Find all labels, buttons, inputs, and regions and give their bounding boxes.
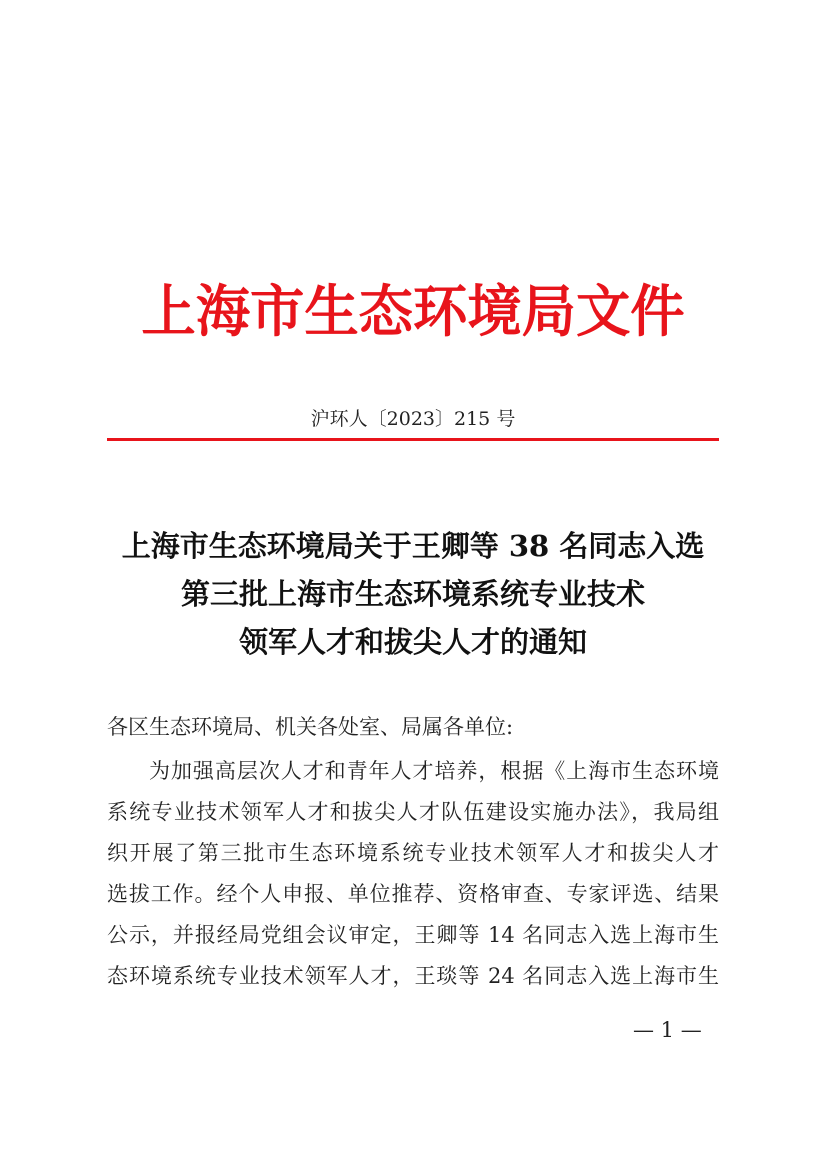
page-number: — 1 — [633, 1018, 702, 1042]
body-line: 选拔工作。经个人申报、单位推荐、资格审查、专家评选、结果 [107, 882, 719, 906]
header-divider [107, 438, 719, 441]
notice-title-line: 领军人才和拔尖人才的通知 [238, 625, 587, 659]
body-line: 为加强高层次人才和青年人才培养，根据《上海市生态环境 [149, 759, 719, 783]
body-line: 系统专业技术领军人才和拔尖人才队伍建设实施办法》，我局组 [107, 800, 719, 824]
document-header-title: 上海市生态环境局文件 [141, 279, 685, 345]
notice-title-line: 第三批上海市生态环境系统专业技术 [180, 577, 645, 611]
notice-title-line: 上海市生态环境局关于王卿等 38 名同志入选 [121, 529, 705, 563]
salutation: 各区生态环境局、机关各处室、局属各单位: [107, 715, 514, 739]
document-number: 沪环人〔2023〕215 号 [310, 408, 516, 430]
body-line: 织开展了第三批市生态环境系统专业技术领军人才和拔尖人才 [107, 841, 719, 865]
body-line: 公示，并报经局党组会议审定，王卿等 14 名同志入选上海市生 [107, 923, 719, 947]
body-paragraph [107, 751, 719, 997]
notice-title [0, 522, 826, 666]
body-line: 态环境系统专业技术领军人才，王琰等 24 名同志入选上海市生 [107, 964, 719, 988]
